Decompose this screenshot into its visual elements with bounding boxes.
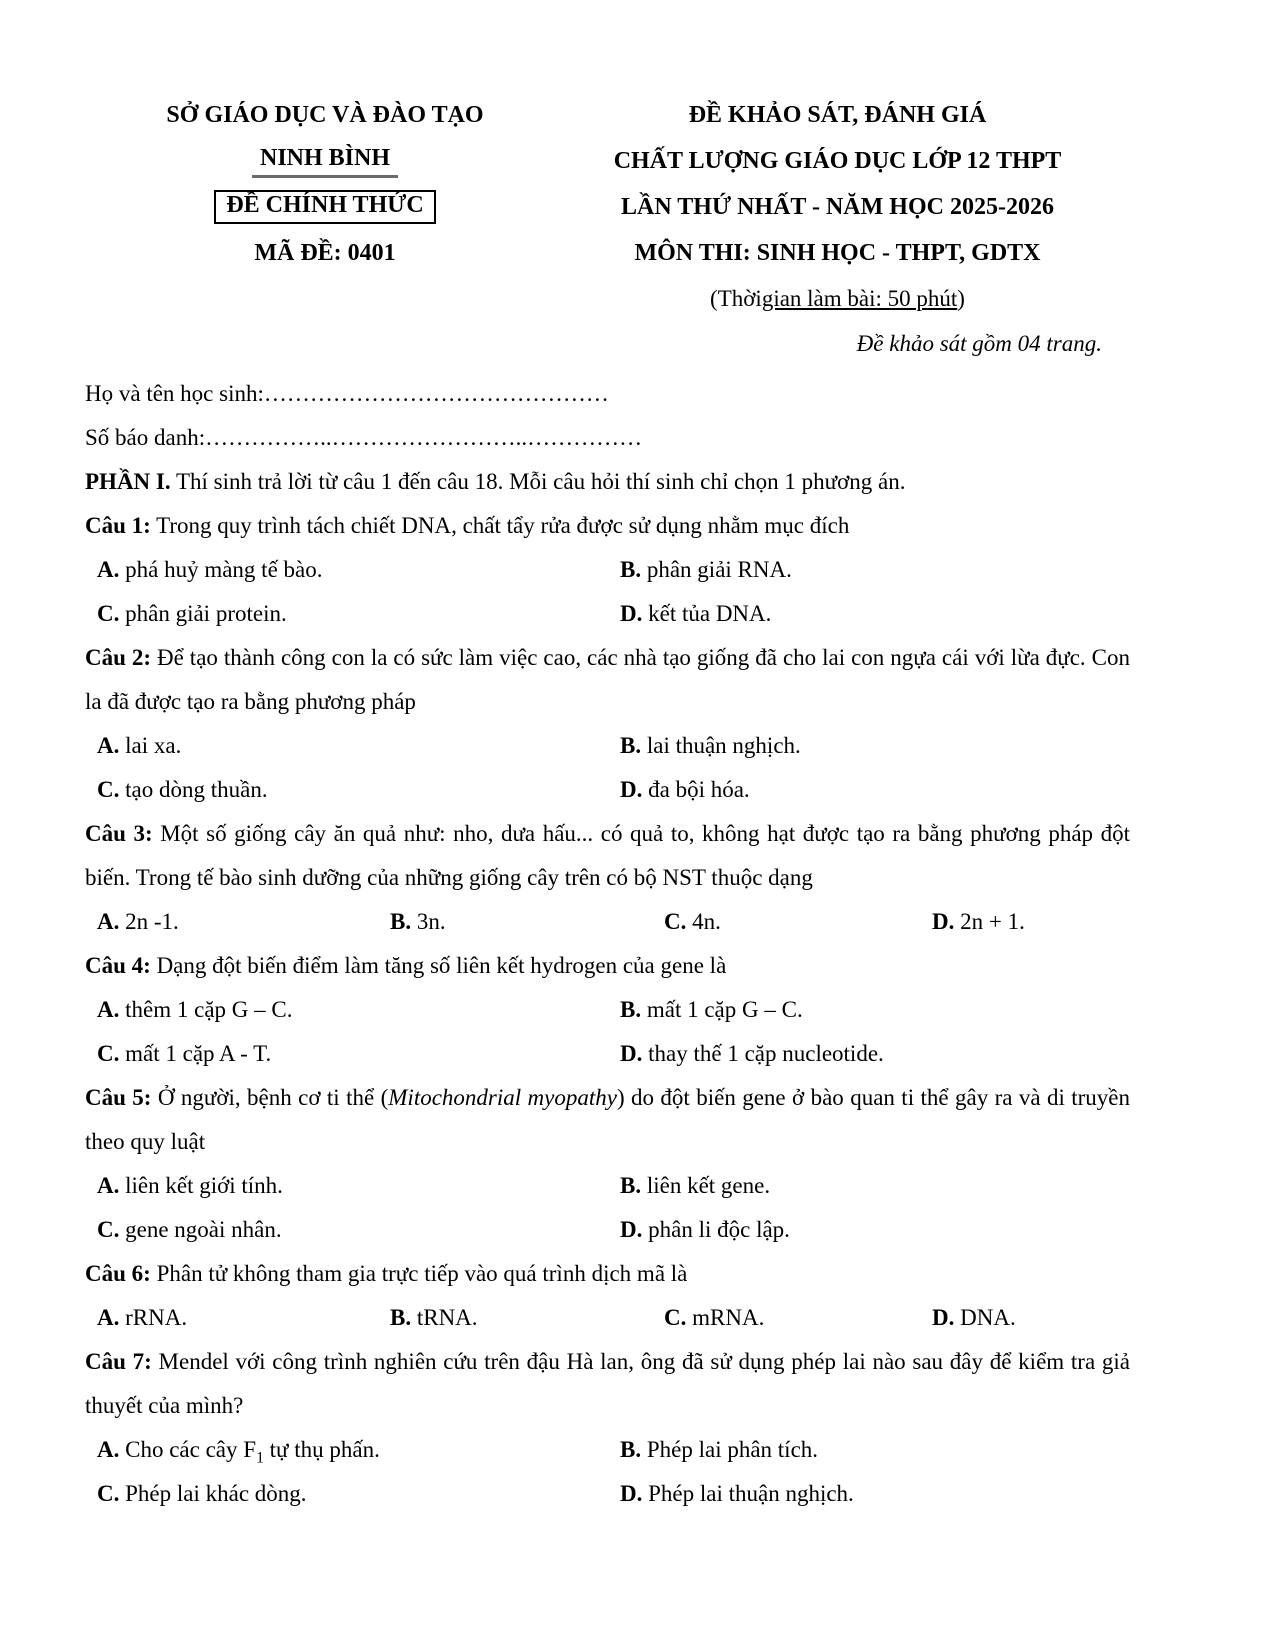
question-5-options xyxy=(85,1164,1130,1252)
question-1 xyxy=(85,504,1130,636)
question-1-options xyxy=(85,548,1130,636)
part1-instruction: Thí sinh trả lời từ câu 1 đến câu 18. Mỗi câu hỏi thí sinh chỉ chọn 1 phương án. xyxy=(170,469,906,494)
part1-label: PHẦN I. xyxy=(85,469,171,494)
question-7-options xyxy=(85,1428,1130,1516)
pages-note: Đề khảo sát gồm 04 trang. xyxy=(856,331,1102,356)
option-a: A. liên kết giới tính. xyxy=(97,1173,283,1198)
question-stem: Trong quy trình tách chiết DNA, chất tẩy rửa được sử dụng nhằm mục đích xyxy=(150,513,850,538)
option-b: B. mất 1 cặp G – C. xyxy=(620,997,803,1022)
option-b: B. liên kết gene. xyxy=(620,1173,771,1198)
exam-body xyxy=(85,372,1130,1516)
option-d: D. DNA. xyxy=(932,1305,1016,1330)
question-stem: Một số giống cây ăn quả như: nho, dưa hấu... có quả to, không hạt được tạo ra bằng phương pháp đột biến. Trong tế bào sinh dưỡng của những giống cây trên có bộ NST thuộc dạng xyxy=(85,821,1130,890)
option-a: A. lai xa. xyxy=(97,733,182,758)
option-c: C. gene ngoài nhân. xyxy=(97,1217,282,1242)
option-a: A. thêm 1 cặp G – C. xyxy=(97,997,293,1022)
header-left-block xyxy=(145,92,505,366)
question-label: Câu 1: xyxy=(85,513,151,538)
question-2-options xyxy=(85,724,1130,812)
question-stem: Mendel với công trình nghiên cứu trên đậu Hà lan, ông đã sử dụng phép lai nào sau đây để kiểm tra giả thuyết của mình? xyxy=(85,1349,1130,1418)
option-b: B. phân giải RNA. xyxy=(620,557,792,582)
province-name: NINH BÌNH xyxy=(252,145,398,178)
exam-title-line-3: LẦN THỨ NHẤT - NĂM HỌC 2025-2026 xyxy=(621,193,1054,220)
option-a: A. phá huỷ màng tế bào. xyxy=(97,557,323,582)
student-id-line: Số báo danh:……………..……………………..…………… xyxy=(85,425,643,450)
option-d: D. kết tủa DNA. xyxy=(620,601,772,626)
option-d: D. phân li độc lập. xyxy=(620,1217,790,1242)
exam-title-line-1: ĐỀ KHẢO SÁT, ĐÁNH GIÁ xyxy=(688,101,987,128)
part1-heading xyxy=(85,460,1130,504)
option-c: C. phân giải protein. xyxy=(97,601,287,626)
exam-title-line-2: CHẤT LƯỢNG GIÁO DỤC LỚP 12 THPT xyxy=(613,147,1062,174)
exam-code: MÃ ĐỀ: 0401 xyxy=(254,239,396,266)
question-label: Câu 7: xyxy=(85,1349,152,1374)
question-label: Câu 3: xyxy=(85,821,153,846)
option-d: D. 2n + 1. xyxy=(932,909,1025,934)
header-right-block xyxy=(505,92,1130,366)
question-4 xyxy=(85,944,1130,1076)
option-a: A. Cho các cây $F_1$ tự thụ phấn. xyxy=(97,1437,380,1467)
official-exam-stamp: ĐỀ CHÍNH THỨC xyxy=(214,190,435,223)
option-d: D. đa bội hóa. xyxy=(620,777,750,802)
exam-header xyxy=(85,92,1130,366)
question-label: Câu 2: xyxy=(85,645,152,670)
option-c: C. Phép lai khác dòng. xyxy=(97,1481,307,1506)
option-c: C. tạo dòng thuần. xyxy=(97,777,268,802)
question-stem-post: ) do đột biến gene ở bào quan ti thể gây ra và di truyền theo quy luật xyxy=(85,1085,1131,1154)
exam-title-line-4: MÔN THI: SINH HỌC - THPT, GDTX xyxy=(634,239,1041,266)
question-label: Câu 6: xyxy=(85,1261,151,1286)
question-stem-italic: Mitochondrial myopathy xyxy=(388,1085,617,1110)
option-b: B. 3n. xyxy=(390,909,446,934)
option-a: A. rRNA. xyxy=(97,1305,188,1330)
question-stem: Dạng đột biến điểm làm tăng số liên kết hydrogen của gene là xyxy=(150,953,727,978)
subscript-1: 1 xyxy=(256,1449,264,1467)
question-3-options xyxy=(85,900,1130,944)
question-4-options xyxy=(85,988,1130,1076)
question-3 xyxy=(85,812,1130,944)
option-c: C. mRNA. xyxy=(664,1305,765,1330)
option-b: B. lai thuận nghịch. xyxy=(620,733,801,758)
question-stem: Phân tử không tham gia trực tiếp vào quá trình dịch mã là xyxy=(150,1261,688,1286)
option-d: D. thay thế 1 cặp nucleotide. xyxy=(620,1041,884,1066)
option-b: B. Phép lai phân tích. xyxy=(620,1437,819,1462)
question-label: Câu 5: xyxy=(85,1085,152,1110)
question-stem-pre: Ở người, bệnh cơ ti thể ( xyxy=(151,1085,389,1110)
question-5 xyxy=(85,1076,1130,1252)
option-a: A. 2n -1. xyxy=(97,909,179,934)
option-b: B. tRNA. xyxy=(390,1305,478,1330)
option-d: D. Phép lai thuận nghịch. xyxy=(620,1481,854,1506)
question-6 xyxy=(85,1252,1130,1340)
student-name-line: Họ và tên học sinh:……………………………………… xyxy=(85,381,609,406)
duration-note: (Thời gian làm bài: 50 phút ) xyxy=(710,286,965,311)
option-c: C. mất 1 cặp A - T. xyxy=(97,1041,272,1066)
option-c: C. 4n. xyxy=(664,909,721,934)
org-name: SỞ GIÁO DỤC VÀ ĐÀO TẠO xyxy=(166,101,484,128)
question-stem: Để tạo thành công con la có sức làm việc cao, các nhà tạo giống đã cho lai con ngựa cái với lừa đực. Con la đã được tạo ra bằng phương pháp xyxy=(85,645,1130,714)
question-label: Câu 4: xyxy=(85,953,151,978)
question-7 xyxy=(85,1340,1130,1516)
question-2 xyxy=(85,636,1130,812)
question-6-options xyxy=(85,1296,1130,1340)
